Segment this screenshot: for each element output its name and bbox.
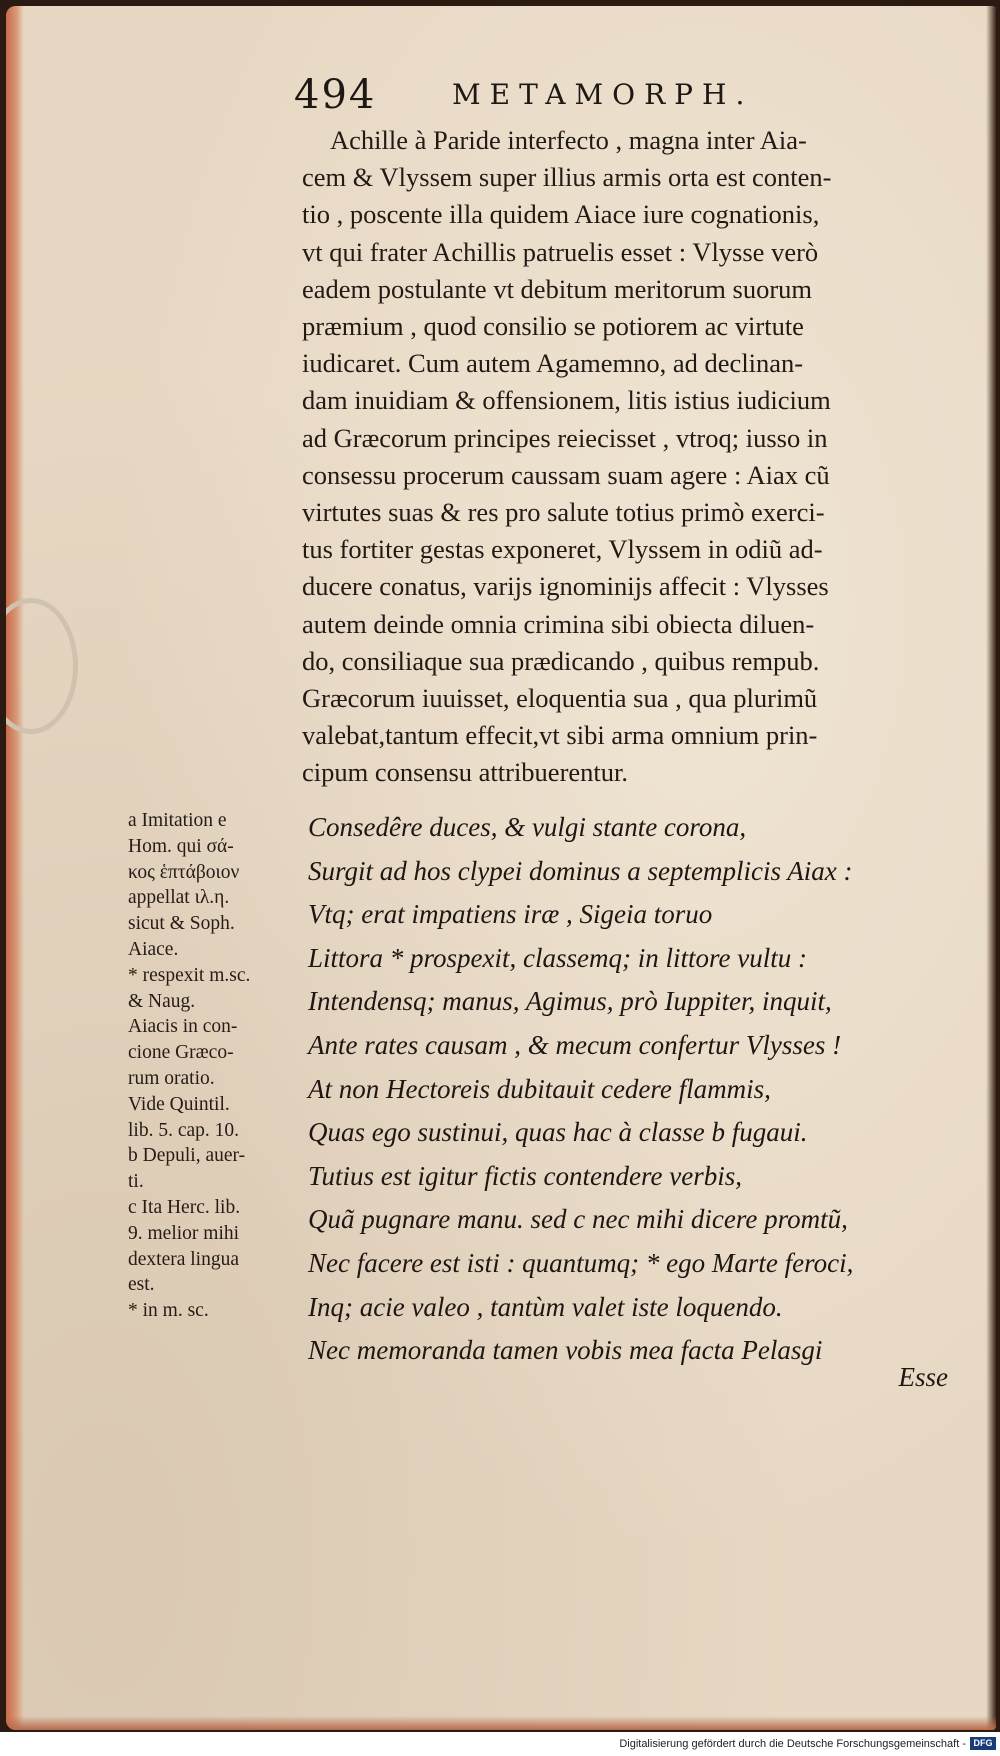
summary-line: cem & Vlyssem super illius armis orta est conten- — [302, 162, 832, 193]
margin-note: ti. — [128, 1171, 144, 1193]
verse-line: Intendensq; manus, Agimus, prò Iuppiter, inquit, — [308, 986, 832, 1017]
margin-note: Aiace. — [128, 938, 179, 960]
margin-note: cione Græco- — [128, 1042, 234, 1064]
margin-note: appellat ιλ.η. — [128, 887, 230, 909]
verse-line: Tutius est igitur fictis contendere verbis, — [308, 1160, 742, 1191]
summary-line: tus fortiter gestas exponeret, Vlyssem in odiũ ad- — [302, 534, 823, 565]
margin-note: c Ita Herc. lib. — [128, 1196, 241, 1218]
page-header — [294, 72, 854, 116]
summary-line: præmium , quod consilio se potiorem ac virtute — [302, 311, 804, 342]
summary-line: Græcorum iuuisset, eloquentia sua , qua plurimũ — [302, 683, 818, 714]
verse-line: Nec facere est isti : quantumq; * ego Marte feroci, — [308, 1247, 854, 1278]
margin-note: * in m. sc. — [128, 1300, 209, 1322]
verse-line: Ante rates causam , & mecum confertur Vlysses ! — [308, 1029, 842, 1060]
summary-line: Achille à Paride interfecto , magna inter Aia- — [330, 125, 807, 155]
margin-note: * respexit m.sc. — [128, 964, 251, 986]
verse-line: Surgit ad hos clypei dominus a septemplicis Aiax : — [308, 855, 853, 886]
margin-note: lib. 5. cap. 10. — [128, 1119, 240, 1141]
dfg-logo: DFG — [970, 1737, 996, 1750]
margin-note: Vide Quintil. — [128, 1093, 230, 1115]
summary-line: cipum consensu attribuerentur. — [302, 757, 629, 788]
summary-line: virtutes suas & res pro salute totius primò exerci- — [302, 497, 825, 528]
margin-note: Hom. qui σά- — [128, 835, 234, 857]
margin-note: rum oratio. — [128, 1067, 215, 1089]
verse-line: Consedêre duces, & vulgi stante corona, — [308, 812, 747, 842]
verse-line: At non Hectoreis dubitauit cedere flammis, — [308, 1073, 771, 1104]
margin-note: & Naug. — [128, 990, 196, 1012]
margin-note: dextera lingua — [128, 1248, 239, 1270]
summary-line: consessu procerum caussam suam agere : Aiax cũ — [302, 459, 830, 490]
digitization-footer — [0, 1732, 1000, 1756]
verse-line: Nec memoranda tamen vobis mea facta Pelasgi — [308, 1335, 823, 1366]
catchword: Esse — [898, 1362, 948, 1392]
page-edge-left — [6, 6, 24, 1730]
book-clasp — [6, 598, 78, 734]
margin-note: 9. melior mihi — [128, 1222, 240, 1244]
running-head: METAMORPH. — [452, 78, 754, 111]
margin-notes — [128, 808, 306, 1324]
summary-line: autem deinde omnia crimina sibi obiecta diluen- — [302, 608, 815, 639]
margin-note: a Imitation e — [128, 810, 227, 831]
verse-block — [308, 806, 988, 1373]
prose-summary — [302, 122, 974, 792]
summary-line: eadem postulante vt debitum meritorum suorum — [302, 273, 813, 304]
book-page — [6, 6, 996, 1730]
summary-line: ad Græcorum principes reiecisset , vtroq; iusso in — [302, 422, 828, 453]
summary-line: vt qui frater Achillis patruelis esset : Vlysse verò — [302, 236, 819, 267]
summary-line: do, consiliaque sua prædicando , quibus rempub. — [302, 645, 820, 676]
verse-line: Vtq; erat impatiens iræ , Sigeia toruo — [308, 899, 713, 930]
margin-note: κος ἑπτάβοιον — [128, 861, 240, 883]
verse-line: Inq; acie valeo , tantùm valet iste loquendo. — [308, 1291, 783, 1322]
summary-line: valebat,tantum effecit,vt sibi arma omnium prin- — [302, 720, 818, 751]
summary-line: iudicaret. Cum autem Agamemno, ad declinan- — [302, 348, 804, 379]
summary-line: tio , poscente illa quidem Aiace iure cognationis, — [302, 199, 820, 230]
verse-line: Quas ego sustinui, quas hac à classe b fugaui. — [308, 1117, 808, 1148]
margin-note: Aiacis in con- — [128, 1016, 238, 1038]
funding-credit: Digitalisierung gefördert durch die Deutsche Forschungsgemeinschaft - — [619, 1738, 966, 1750]
summary-line: ducere conatus, varijs ignominijs affecit : Vlysses — [302, 571, 829, 602]
summary-line: dam inuidiam & offensionem, litis istius iudicium — [302, 385, 831, 416]
verse-line: Littora * prospexit, classemq; in littore vultu : — [308, 942, 807, 973]
margin-note: est. — [128, 1274, 155, 1296]
page-number: 494 — [294, 72, 377, 118]
margin-note: sicut & Soph. — [128, 913, 235, 935]
margin-note: b Depuli, auer- — [128, 1145, 246, 1167]
page-edge-bottom — [6, 1716, 996, 1730]
verse-line: Quã pugnare manu. sed c nec mihi dicere promtũ, — [308, 1204, 848, 1235]
